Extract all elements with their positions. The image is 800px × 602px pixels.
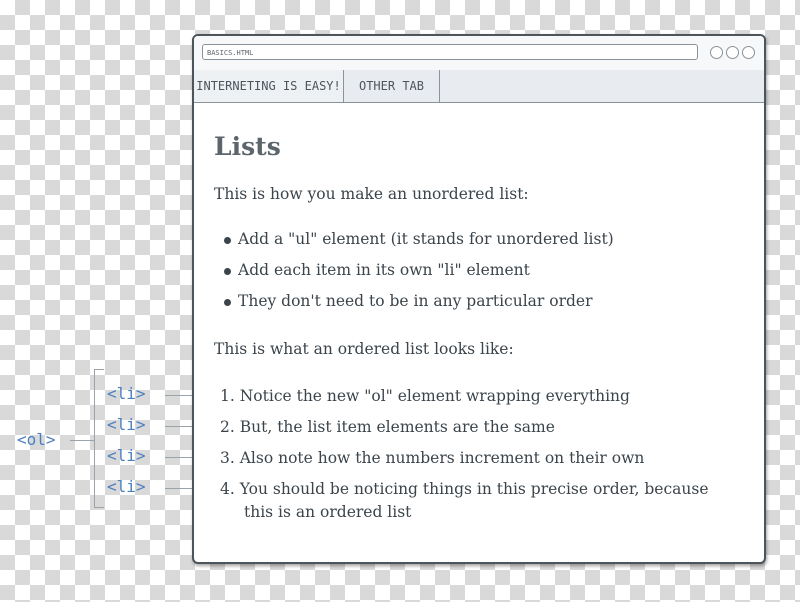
- ordered-list-item: [220, 387, 630, 405]
- ordered-list-item: [220, 480, 709, 498]
- browser-window: [192, 34, 766, 564]
- tab-bar: [194, 70, 764, 103]
- bracket-top-cap: [94, 369, 104, 370]
- tab-other[interactable]: OTHER TAB: [344, 70, 440, 102]
- list-item: They don't need to be in any particular order: [238, 292, 593, 310]
- url-bar[interactable]: BASICS.HTML: [202, 44, 698, 60]
- li-tag-label: <li>: [107, 477, 146, 496]
- ordered-list-item: [220, 418, 555, 436]
- bullet-icon: [224, 237, 231, 244]
- unordered-intro-text: This is how you make an unordered list:: [214, 185, 529, 203]
- list-number: 4.: [220, 480, 235, 498]
- li-tag-label: <li>: [107, 446, 146, 465]
- bullet-icon: [224, 268, 231, 275]
- list-item-text: You should be noticing things in this precise order, because: [239, 480, 709, 498]
- list-item-continuation: this is an ordered list: [244, 503, 412, 521]
- window-button-icon[interactable]: [710, 46, 723, 59]
- list-item-text: Notice the new "ol" element wrapping everything: [239, 387, 630, 405]
- list-item: Add each item in its own "li" element: [238, 261, 530, 279]
- list-number: 2.: [220, 418, 235, 436]
- page-title: Lists: [214, 132, 281, 161]
- list-item-text: But, the list item elements are the same: [239, 418, 555, 436]
- li-tag-label: <li>: [107, 384, 146, 403]
- tab-interneting-is-easy[interactable]: INTERNETING IS EASY!: [194, 70, 344, 102]
- bracket-bottom-cap: [94, 507, 104, 508]
- bullet-icon: [224, 299, 231, 306]
- browser-titlebar: [194, 36, 764, 71]
- list-item-text: Also note how the numbers increment on their own: [239, 449, 645, 467]
- list-number: 3.: [220, 449, 235, 467]
- ordered-list-item: [220, 449, 644, 467]
- bracket-vertical-line: [94, 369, 95, 508]
- bracket-ol-connector: [70, 440, 94, 441]
- ordered-intro-text: This is what an ordered list looks like:: [214, 340, 514, 358]
- list-item: Add a "ul" element (it stands for unordered list): [238, 230, 614, 248]
- list-number: 1.: [220, 387, 235, 405]
- window-button-icon[interactable]: [742, 46, 755, 59]
- ol-tag-label: <ol>: [17, 430, 56, 449]
- li-tag-label: <li>: [107, 415, 146, 434]
- window-button-icon[interactable]: [726, 46, 739, 59]
